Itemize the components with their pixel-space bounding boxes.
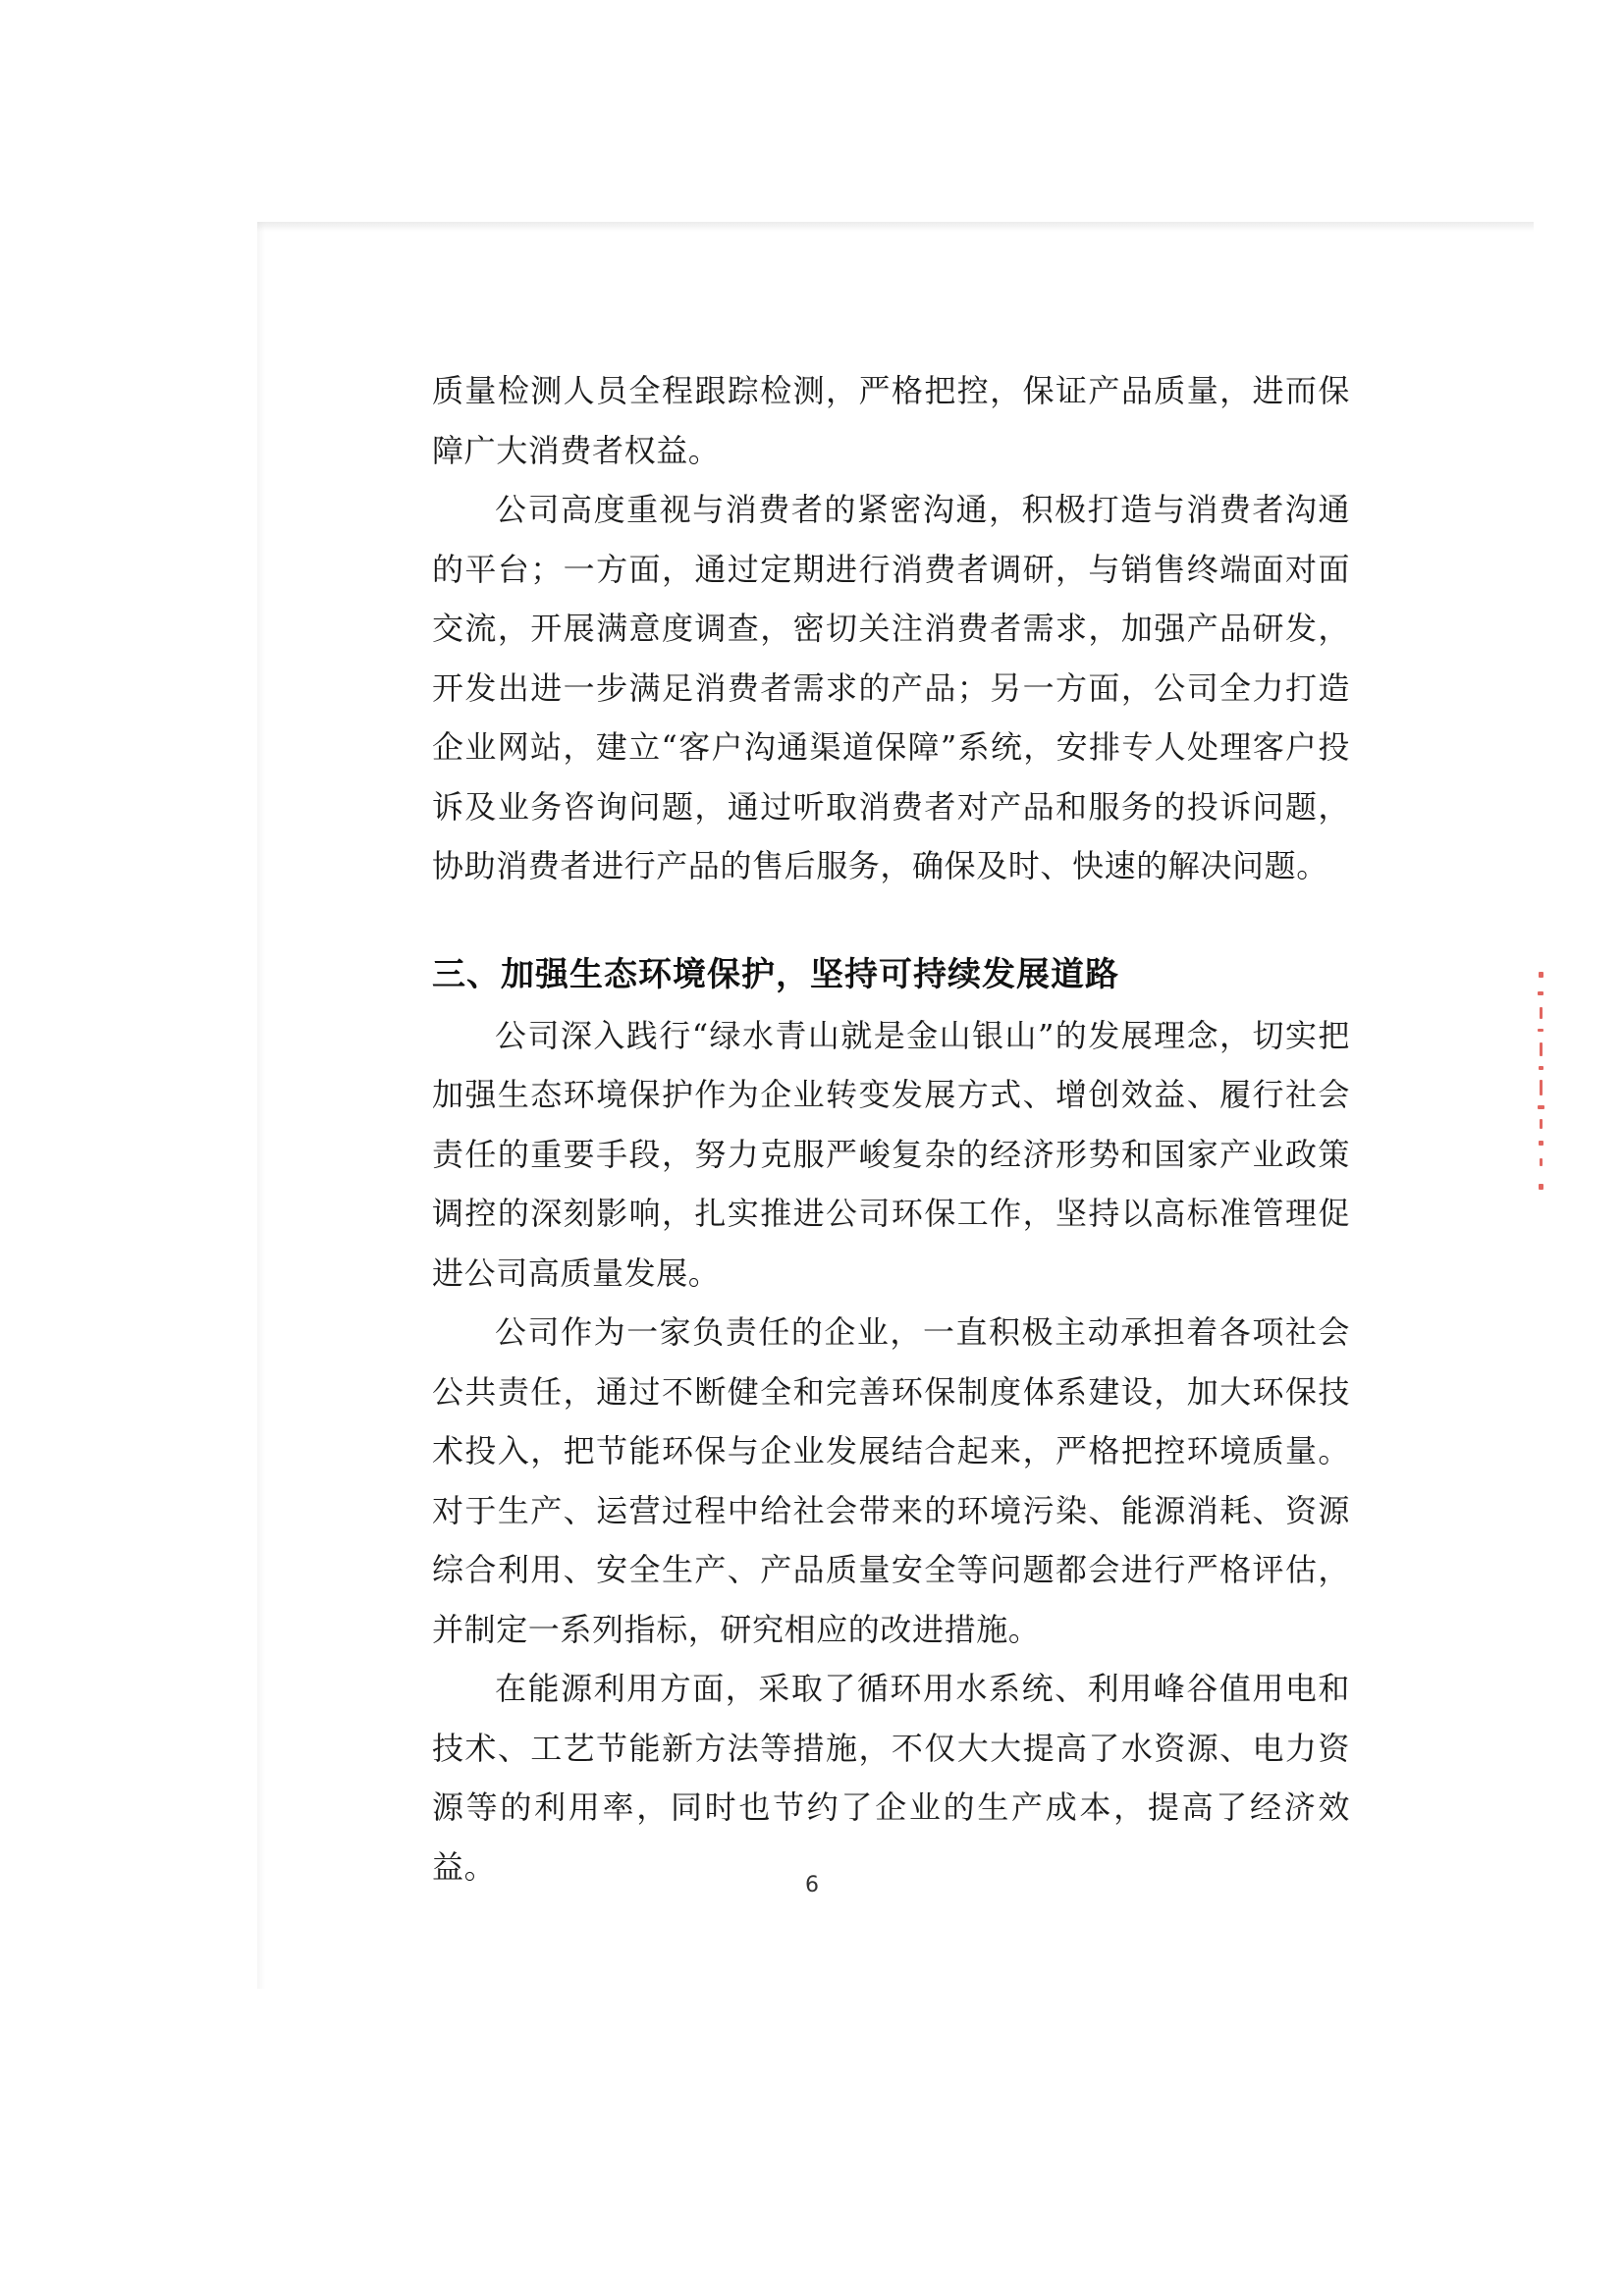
seal-edge-mark [1534,972,1549,1194]
scan-edge-top [257,222,1534,232]
paragraph-development-philosophy: 公司深入践行“绿水青山就是金山银山”的发展理念，切实把加强生态环境保护作为企业转变发展方式、增创效益、履行社会责任的重要手段，努力克服严峻复杂的经济形势和国家产业政策调控的深刻影响，扎实推进公司环保工作，坚持以高标准管理促进公司高质量发展。 [432,1016,1350,1292]
paragraph-social-responsibility: 公司作为一家负责任的企业，一直积极主动承担着各项社会公共责任，通过不断健全和完善环保制度体系建设，加大环保技术投入，把节能环保与企业发展结合起来，严格把控环境质量。对于生产、运营过程中给社会带来的环境污染、能源消耗、资源综合利用、安全生产、产品质量安全等问题都会进行严格评估，并制定一系列指标，研究相应的改进措施。 [432,1313,1350,1648]
paragraph-continued: 质量检测人员全程跟踪检测，严格把控，保证产品质量，进而保障广大消费者权益。 [432,372,1350,469]
section-heading: 三、加强生态环境保护，坚持可持续发展道路 [432,954,1119,994]
document-body [432,361,1350,1896]
page-number: 6 [805,1873,819,1897]
paragraph-consumer-communication: 公司高度重视与消费者的紧密沟通，积极打造与消费者沟通的平台；一方面，通过定期进行消费者调研，与销售终端面对面交流，开展满意度调查，密切关注消费者需求，加强产品研发，开发出进一步满足消费者需求的产品；另一方面，公司全力打造企业网站，建立“客户沟通渠道保障”系统，安排专人处理客户投诉及业务咨询问题，通过听取消费者对产品和服务的投诉问题，协助消费者进行产品的售后服务，确保及时、快速的解决问题。 [432,491,1350,884]
paragraph-energy-use: 在能源利用方面，采取了循环用水系统、利用峰谷值用电和技术、工艺节能新方法等措施，不仅大大提高了水资源、电力资源等的利用率，同时也节约了企业的生产成本，提高了经济效益。 [432,1670,1350,1886]
scan-edge-left [257,222,265,1989]
